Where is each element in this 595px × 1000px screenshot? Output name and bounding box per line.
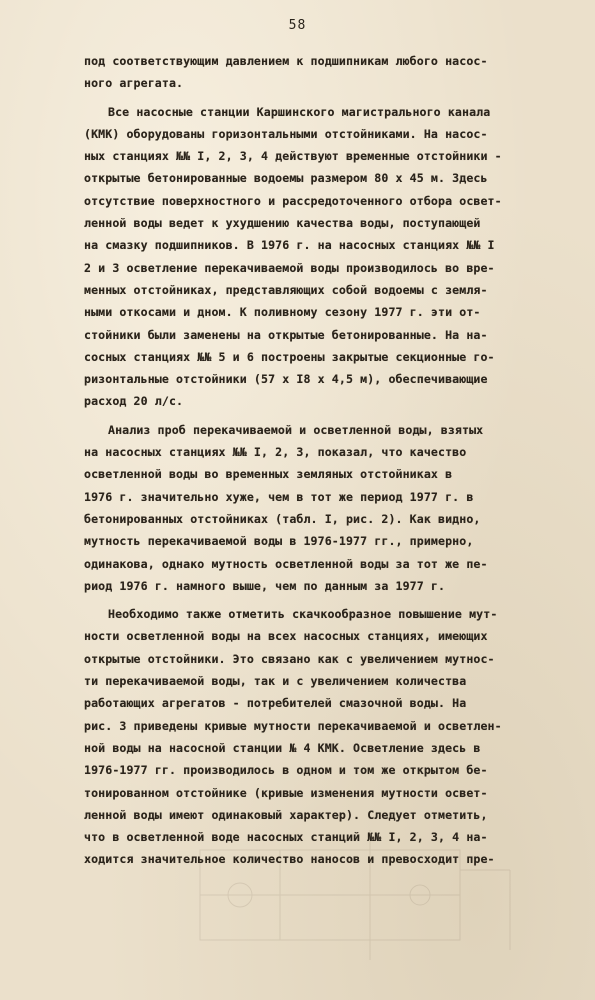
- text-line: ти перекачиваемой воды, так и с увеличением количества: [84, 674, 467, 689]
- text-line: что в осветленной воде насосных станций №№ I, 2, 3, 4 на-: [84, 830, 488, 845]
- text-line: Все насосные станции Каршинского магистрального канала: [108, 104, 491, 119]
- text-line: Необходимо также отметить скачкообразное повышение мут-: [108, 607, 498, 622]
- paragraph: [84, 50, 570, 95]
- text-line: ходится значительное количество наносов и превосходит пре-: [84, 852, 495, 867]
- text-line: под соответствующим давлением к подшипникам любого насос-: [84, 54, 488, 68]
- text-line: мутность перекачиваемой воды в 1976-1977 гг., примерно,: [84, 534, 474, 549]
- text-line: стойники были заменены на открытые бетонированные. На на-: [84, 327, 488, 342]
- text-line: ленной воды имеют одинаковый характер). Следует отметить,: [84, 807, 488, 822]
- text-line: тонированном отстойнике (кривые изменения мутности освет-: [84, 785, 488, 800]
- text-line: открытые отстойники. Это связано как с увеличением мутнос-: [84, 651, 495, 666]
- text-line: ными откосами и дном. К поливному сезону 1977 г. эти от-: [84, 305, 481, 320]
- text-line: Анализ проб перекачиваемой и осветленной воды, взятых: [108, 422, 484, 437]
- text-line: риод 1976 г. намного выше, чем по данным за 1977 г.: [84, 578, 446, 593]
- text-line: расход 20 л/с.: [84, 394, 184, 409]
- page-number: 58: [288, 18, 307, 33]
- text-line: открытые бетонированные водоемы размером 80 х 45 м. Здесь: [84, 171, 488, 186]
- text-line: ности осветленной воды на всех насосных станциях, имеющих: [84, 629, 488, 644]
- text-line: 2 и 3 осветление перекачиваемой воды производилось во вре-: [84, 260, 495, 275]
- body-text: [84, 50, 570, 871]
- paragraph: [84, 101, 570, 413]
- text-line: ной воды на насосной станции № 4 КМК. Осветление здесь в: [84, 740, 481, 755]
- text-line: рис. 3 приведены кривые мутности перекачиваемой и осветлен-: [84, 718, 502, 733]
- text-line: осветленной воды во временных земляных отстойниках в: [84, 467, 453, 482]
- text-line: 1976 г. значительно хуже, чем в тот же период 1977 г. в: [84, 489, 474, 504]
- text-line: на насосных станциях №№ I, 2, 3, показал, что качество: [84, 445, 467, 460]
- text-line: ленной воды ведет к ухудшению качества воды, поступающей: [84, 216, 481, 231]
- text-line: 1976-1977 гг. производилось в одном и том же открытом бе-: [84, 763, 488, 778]
- text-line: сосных станциях №№ 5 и 6 построены закрытые секционные го-: [84, 349, 495, 364]
- text-line: бетонированных отстойниках (табл. I, рис. 2). Как видно,: [84, 511, 481, 526]
- text-line: ного агрегата.: [84, 76, 184, 91]
- paragraph: [84, 603, 570, 871]
- text-line: отсутствие поверхностного и рассредоточенного отбора освет-: [84, 193, 502, 208]
- text-line: (КМК) оборудованы горизонтальными отстойниками. На насос-: [84, 126, 488, 141]
- text-line: ризонтальные отстойники (57 х I8 х 4,5 м), обеспечивающие: [84, 372, 488, 387]
- paragraph: [84, 419, 570, 597]
- text-line: работающих агрегатов - потребителей смазочной воды. На: [84, 696, 467, 711]
- text-line: ных станциях №№ I, 2, 3, 4 действуют временные отстойники -: [84, 149, 502, 164]
- text-line: менных отстойниках, представляющих собой водоемы с земля-: [84, 282, 488, 297]
- text-line: одинакова, однако мутность осветленной воды за тот же пе-: [84, 556, 488, 571]
- text-line: на смазку подшипников. В 1976 г. на насосных станциях №№ I: [84, 238, 495, 253]
